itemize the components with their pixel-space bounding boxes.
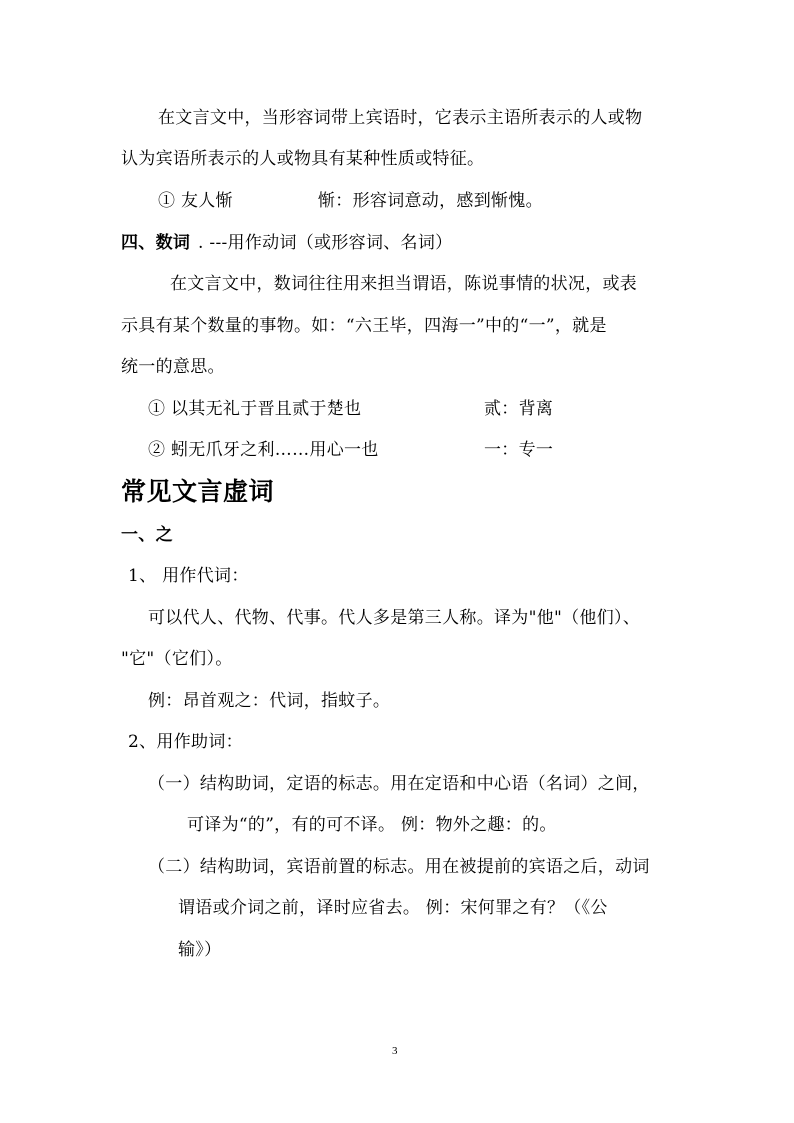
paragraph-line: （一）结构助词，定语的标志。用在定语和中心语（名词）之间， [148,774,650,794]
example-text: ① 以其无礼于晋且贰于楚也 [148,399,362,419]
example-gloss: 贰：背离 [484,399,554,419]
paragraph-line: 在文言文中，数词往往用来担当谓语，陈说事情的状况，或表 [170,274,638,294]
paragraph-line: 输》） [178,940,222,960]
paragraph-line: （二）结构助词，宾语前置的标志。用在被提前的宾语之后，动词 [148,857,650,877]
example-gloss: 一：专一 [484,440,554,460]
paragraph-line: 在文言文中，当形容词带上宾语时，它表示主语所表示的人或物 [158,108,643,128]
paragraph-line: 示具有某个数量的事物。如：“六王毕，四海一”中的“一”，就是 [121,316,607,336]
item-heading: 2、用作助词： [128,732,243,752]
item-heading: 1、 用作代词： [128,566,249,586]
section-heading-detail: . ---用作动词（或形容词、名词） [198,233,453,253]
paragraph-line: 可译为“的”，有的可不译。 例：物外之趣：的。 [187,815,557,835]
example-gloss: 惭：形容词意动，感到惭愧。 [318,191,543,211]
example-text: ① 友人惭 [158,191,233,211]
section-heading-label: 四、数词 [121,233,191,253]
paragraph-line: 统一的意思。 [121,357,225,377]
page-number: 3 [392,1045,398,1057]
example-text: ② 蚓无爪牙之利……用心一也 [148,440,379,460]
paragraph-line: 认为宾语所表示的人或物具有某种性质或特征。 [121,149,485,169]
subsection-heading: 一、之 [121,525,173,545]
paragraph-line: "它"（它们）。 [121,649,233,669]
example-text: 例：昂首观之：代词，指蚊子。 [148,691,391,711]
page-title: 常见文言虚词 [121,477,275,506]
paragraph-line: 谓语或介词之前，译时应省去。 例：宋何罪之有？（《公 [178,898,608,918]
paragraph-line: 可以代人、代物、代事。代人多是第三人称。译为"他"（他们）、 [148,608,641,628]
